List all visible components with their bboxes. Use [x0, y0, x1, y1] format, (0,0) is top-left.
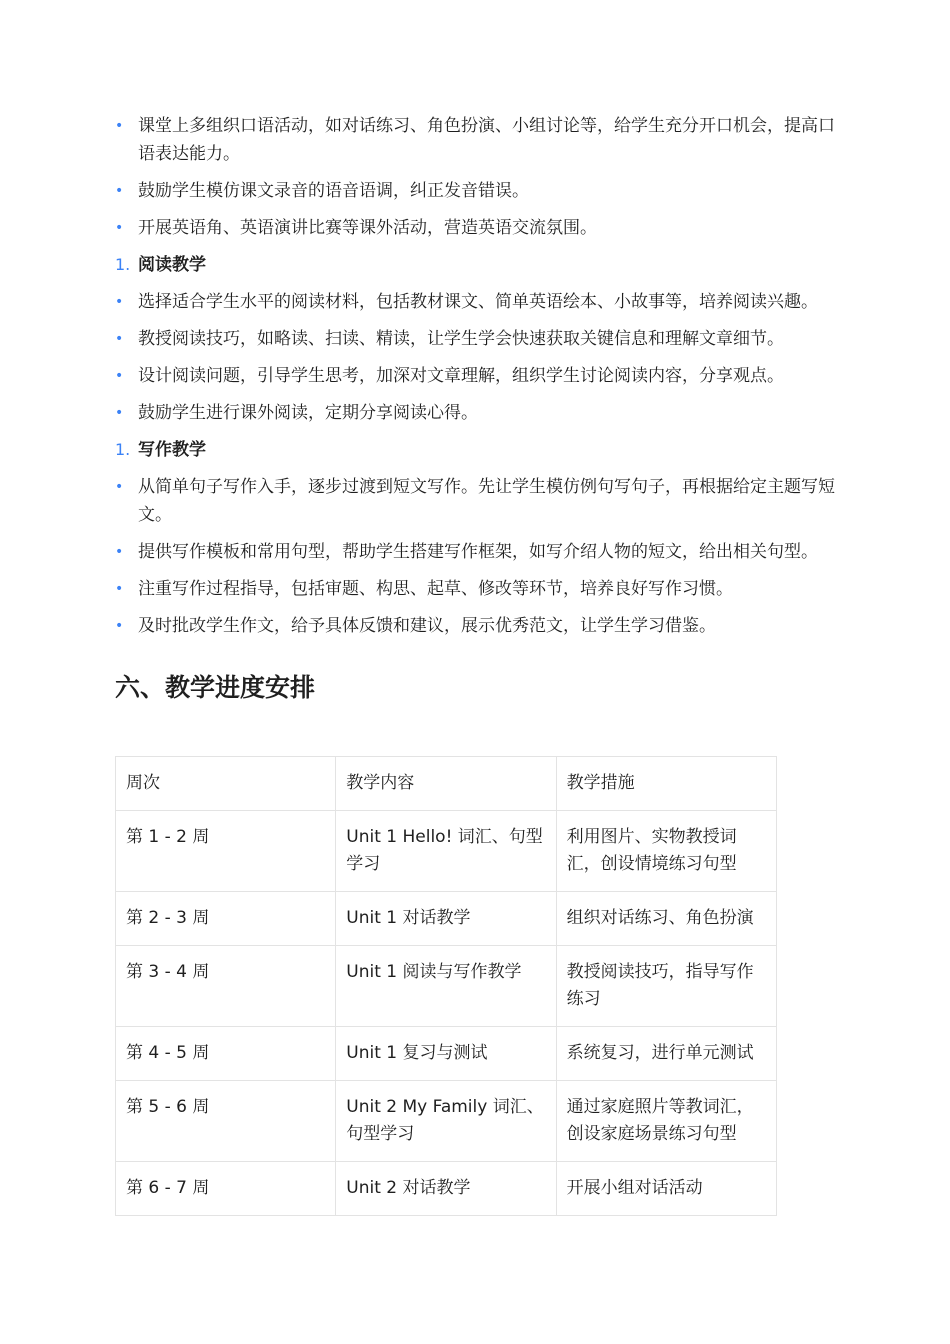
table-cell: Unit 1 Hello! 词汇、句型学习: [336, 811, 556, 892]
table-cell: Unit 2 My Family 词汇、句型学习: [336, 1081, 556, 1162]
table-cell: 利用图片、实物教授词汇，创设情境练习句型: [556, 811, 776, 892]
list-item: • 鼓励学生进行课外阅读，定期分享阅读心得。: [115, 399, 838, 427]
table-header-row: [116, 757, 777, 811]
table-cell: 开展小组对话活动: [556, 1162, 776, 1216]
table-row: [116, 892, 777, 946]
table-header-cell: 周次: [116, 757, 336, 811]
list-number: 1.: [115, 440, 131, 459]
list-item: • 鼓励学生模仿课文录音的语音语调，纠正发音错误。: [115, 177, 838, 205]
table-cell: Unit 1 对话教学: [336, 892, 556, 946]
table-cell: 第 4 - 5 周: [116, 1027, 336, 1081]
reading-heading: 1. 阅读教学: [115, 251, 835, 279]
list-number: 1.: [115, 255, 131, 274]
list-item: • 选择适合学生水平的阅读材料，包括教材课文、简单英语绘本、小故事等，培养阅读兴趣。: [115, 288, 838, 316]
list-item: • 提供写作模板和常用句型，帮助学生搭建写作框架，如写介绍人物的短文，给出相关句型。: [115, 538, 838, 566]
list-item: • 从简单句子写作入手，逐步过渡到短文写作。先让学生模仿例句写句子，再根据给定主题写短文。: [115, 473, 838, 529]
writing-list: [115, 473, 835, 640]
table-cell: Unit 1 复习与测试: [336, 1027, 556, 1081]
table-row: [116, 1081, 777, 1162]
table-row: [116, 1162, 777, 1216]
writing-heading: 1. 写作教学: [115, 436, 835, 464]
table-cell: 组织对话练习、角色扮演: [556, 892, 776, 946]
bullet-icon: •: [115, 581, 124, 597]
table-header-cell: 教学内容: [336, 757, 556, 811]
bullet-icon: •: [115, 405, 124, 421]
section-title: 六、教学进度安排: [115, 673, 316, 702]
bullet-icon: •: [115, 544, 124, 560]
oral-list: [115, 112, 835, 242]
list-item: • 注重写作过程指导，包括审题、构思、起草、修改等环节，培养良好写作习惯。: [115, 575, 838, 603]
list-item: • 及时批改学生作文，给予具体反馈和建议，展示优秀范文，让学生学习借鉴。: [115, 612, 838, 640]
table-cell: 通过家庭照片等教词汇，创设家庭场景练习句型: [556, 1081, 776, 1162]
table-cell: 第 6 - 7 周: [116, 1162, 336, 1216]
list-item: • 教授阅读技巧，如略读、扫读、精读，让学生学会快速获取关键信息和理解文章细节。: [115, 325, 838, 353]
table-header-cell: 教学措施: [556, 757, 776, 811]
table-row: [116, 1027, 777, 1081]
table-cell: Unit 2 对话教学: [336, 1162, 556, 1216]
list-item: • 课堂上多组织口语活动，如对话练习、角色扮演、小组讨论等，给学生充分开口机会，提高口语表达能力。: [115, 112, 838, 168]
reading-list: [115, 288, 835, 427]
table-cell: 第 3 - 4 周: [116, 946, 336, 1027]
bullet-icon: •: [115, 118, 124, 134]
table-cell: 第 5 - 6 周: [116, 1081, 336, 1162]
bullet-icon: •: [115, 294, 124, 310]
table-cell: 第 1 - 2 周: [116, 811, 336, 892]
table-cell: Unit 1 阅读与写作教学: [336, 946, 556, 1027]
bullet-icon: •: [115, 183, 124, 199]
table-cell: 系统复习，进行单元测试: [556, 1027, 776, 1081]
bullet-icon: •: [115, 618, 124, 634]
table-row: [116, 946, 777, 1027]
list-item: • 开展英语角、英语演讲比赛等课外活动，营造英语交流氛围。: [115, 214, 838, 242]
bullet-icon: •: [115, 331, 124, 347]
list-item: • 设计阅读问题，引导学生思考，加深对文章理解，组织学生讨论阅读内容，分享观点。: [115, 362, 838, 390]
table-cell: 教授阅读技巧，指导写作练习: [556, 946, 776, 1027]
schedule-table: [115, 756, 777, 1216]
table-row: [116, 811, 777, 892]
table-cell: 第 2 - 3 周: [116, 892, 336, 946]
bullet-icon: •: [115, 220, 124, 236]
bullet-icon: •: [115, 479, 124, 495]
bullet-icon: •: [115, 368, 124, 384]
